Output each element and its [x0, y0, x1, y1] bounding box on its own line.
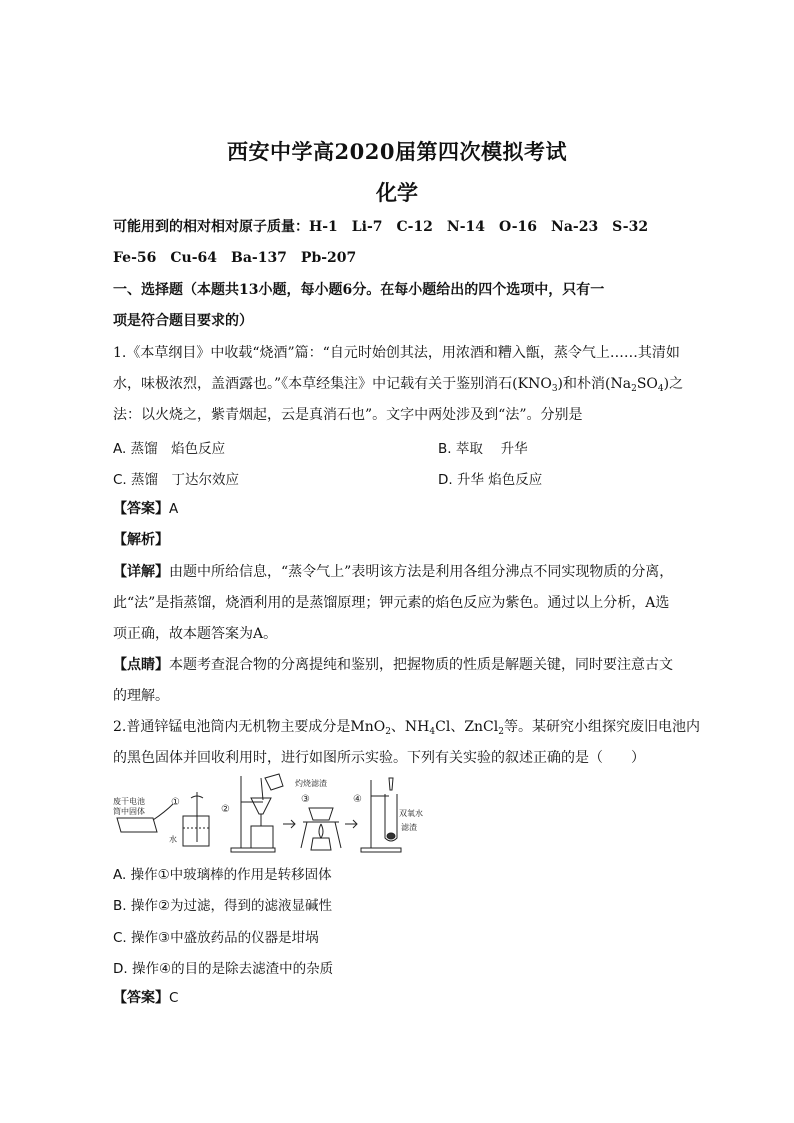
arrow-2 [283, 820, 295, 828]
point-tag: 【点睛】 [113, 657, 169, 673]
exam-title: 西安中学高2020届第四次模拟考试 [227, 139, 567, 164]
detail-tag: 【详解】 [113, 564, 169, 580]
q1-detail-line-3: 项正确，故本题答案为A。 [113, 626, 278, 642]
subscript: 2 [498, 727, 504, 737]
step-3-label: ③ [301, 794, 310, 805]
detail-text: 由题中所给信息，“蒸令气上”表明该方法是利用各组分沸点不同实现物质的分离， [169, 564, 674, 580]
answer-value: C [169, 990, 179, 1006]
q1-stem-text: 水，味极浓烈，盖酒露也。”《本草经集注》中记载有关于鉴别消石(KNO [113, 376, 552, 392]
crucible [309, 808, 333, 820]
q1-stem-line-1: 1.《本草纲目》中收载“烧酒”篇：“自元时始创其法，用浓酒和糟入甑，蒸令气上……其清如 [113, 345, 680, 361]
point-text: 本题考查混合物的分离提纯和鉴别，把握物质的性质是解题关键，同时要注意古文 [169, 657, 673, 673]
q2-stem-text: 、NH [390, 719, 430, 735]
q1-stem-text: SO [636, 376, 658, 392]
q1-option-b: B. 萃取 升华 [438, 441, 528, 457]
q1-detail-line-2: 此“法”是指蒸馏，烧酒利用的是蒸馏原理；钾元素的焰色反应为紫色。通过以上分析，A选 [113, 595, 670, 611]
stand-base-4 [361, 848, 401, 852]
funnel [251, 798, 271, 814]
q1-point-line-2: 的理解。 [113, 688, 169, 704]
q2-option-d: D. 操作④的目的是除去滤渣中的杂质 [113, 961, 334, 977]
answer-tag: 【答案】 [113, 990, 169, 1006]
q1-stem-line-3: 法：以火烧之，紫青烟起，云是真消石也”。文字中两处涉及到“法”。分别是 [113, 407, 583, 423]
pour-beaker [265, 774, 283, 790]
q2-stem-text: 等。某研究小组探究废旧电池内 [503, 719, 700, 735]
glass-rod-2 [261, 778, 263, 800]
label-burn: 灼烧滤渣 [295, 779, 327, 788]
paper-sheet [117, 818, 157, 832]
q1-stem-line-2 [113, 374, 683, 394]
q1-detail-line-1 [113, 562, 683, 582]
dropper [389, 778, 393, 790]
q2-option-a: A. 操作①中玻璃棒的作用是转移固体 [113, 867, 332, 883]
subscript: 2 [385, 727, 391, 737]
q1-analysis-tag: 【解析】 [113, 532, 169, 548]
q1-option-d: D. 升华 焰色反应 [438, 472, 543, 488]
step-4-label: ④ [353, 794, 362, 805]
section-heading-line-1: 一、选择题（本题共13小题，每小题6分。在每小题给出的四个选项中，只有一 [113, 282, 605, 298]
q1-stem-text: )之 [663, 376, 684, 392]
stand-base-2 [231, 848, 275, 852]
q2-stem-line-1 [113, 717, 700, 737]
q1-option-a: A. 蒸馏 焰色反应 [113, 441, 226, 457]
q2-answer [113, 988, 683, 1008]
q2-stem-line-2: 的黑色固体并回收利用时，进行如图所示实验。下列有关实验的叙述正确的是（ ） [113, 750, 645, 766]
residue-blob [387, 833, 395, 839]
section-heading-line-2: 项是符合题目要求的） [113, 313, 253, 329]
q1-stem-text: )和朴消(Na [557, 376, 632, 392]
answer-value: A [169, 501, 179, 517]
flame [319, 824, 323, 838]
step-2-label: ② [221, 804, 230, 815]
q2-stem-text: Cl、ZnCl [435, 719, 499, 735]
q1-option-c: C. 蒸馏 丁达尔效应 [113, 472, 240, 488]
subscript: 4 [429, 727, 436, 737]
label-solid: 筒中固体 [113, 807, 145, 816]
subscript: 3 [551, 384, 558, 394]
label-waste: 废干电池 [113, 797, 145, 806]
q2-stem-text: 2.普通锌锰电池筒内无机物主要成分是MnO [113, 719, 386, 735]
atomic-mass-line-2: Fe-56 Cu-64 Ba-137 Pb-207 [113, 250, 357, 266]
label-residue: 滤渣 [401, 823, 417, 832]
q2-option-c: C. 操作③中盛放药品的仪器是坩埚 [113, 930, 319, 946]
atomic-mass-line-1: 可能用到的相对相对原子质量：H-1 Li-7 C-12 N-14 O-16 Na-23 S-32 [113, 219, 649, 235]
answer-tag: 【答案】 [113, 501, 169, 517]
subject-title: 化学 [376, 180, 418, 205]
step-1-label: ① [171, 797, 180, 808]
q2-option-b: B. 操作②为过滤，得到的滤液显碱性 [113, 898, 332, 914]
beaker-1 [183, 816, 209, 846]
subscript: 2 [631, 384, 637, 394]
q1-point-line-1 [113, 655, 683, 675]
lamp [311, 838, 331, 850]
arrow-3 [345, 820, 357, 828]
experiment-figure [113, 772, 431, 854]
arrow-1 [153, 804, 173, 820]
q1-answer [113, 499, 683, 519]
beaker-2 [251, 826, 273, 848]
subscript: 4 [657, 384, 664, 394]
tripod [301, 822, 341, 848]
label-water: 水 [169, 835, 177, 844]
label-peroxide: 双氧水 [399, 809, 423, 818]
